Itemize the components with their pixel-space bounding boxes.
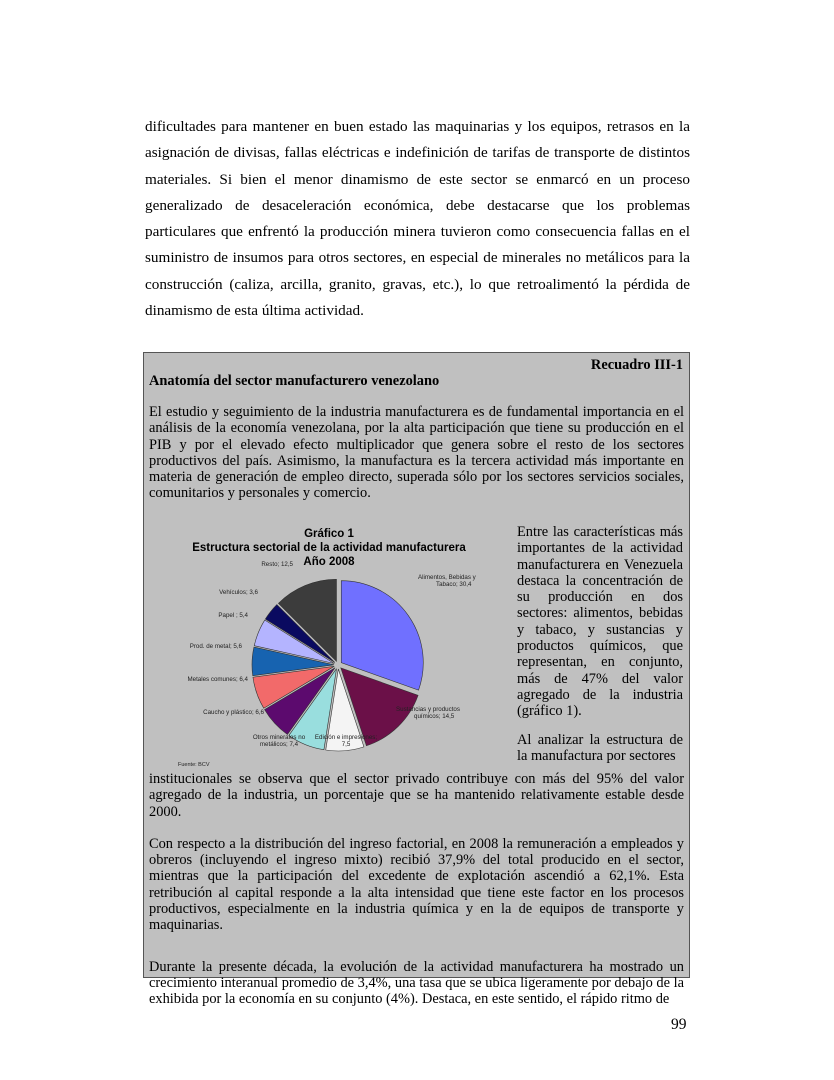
box-paragraph-2-cont: institucionales se observa que el sector privado contribuye con más del 95% del valor agregado de la industria, un porcentaje que se ha mantenido relativamente estable desde 2000.: [149, 771, 684, 820]
pie-slice-label: Papel ; 5,4: [218, 612, 248, 619]
pie-slice-label: Otros minerales no metálicos; 7,4: [252, 734, 306, 748]
box-title: Anatomía del sector manufacturero venezolano: [149, 373, 440, 389]
pie-slice-label: Sustancias y productos químicos; 14,5: [396, 706, 460, 720]
pie-slice-label: Alimentos, Bebidas y Tabaco; 30,4: [418, 574, 476, 588]
pie-chart-panel: [168, 521, 508, 771]
recuadro-box: [143, 352, 690, 1008]
chart-subtitle: Estructura sectorial de la actividad manufacturera: [192, 542, 466, 554]
pie-slice-label: Vehículos; 3,6: [219, 589, 258, 596]
side-paragraph-2-start: Al analizar la estructura de la manufactura por sectores: [517, 731, 683, 764]
body-paragraph: dificultades para mantener en buen estado las maquinarias y los equipos, retrasos en la asignación de divisas, fallas eléctricas e indefinición de tarifas de transporte de distintos materiales. Si bien el menor dinamismo de este sector se enmarcó en un proceso generalizado de desaceleración económica, debe destacarse que los problemas particulares que enfrentó la producción minera tuvieron como consecuencia fallas en el suministro de insumos para otros sectores, en especial de minerales no metálicos para la construcción (caliza, arcilla, granito, gravas, etc.), lo que retroalimentó la pérdida de dinamismo de esta última actividad.: [145, 118, 690, 320]
chart-year: Año 2008: [303, 556, 355, 568]
chart-source: Fuente: BCV: [178, 762, 210, 768]
pie-slices: [252, 579, 423, 751]
pie-chart: [168, 521, 508, 771]
chart-title: Gráfico 1: [304, 528, 354, 540]
pie-slice-label: Metales comunes; 6,4: [187, 676, 248, 683]
side-column: [517, 524, 683, 764]
pie-slice-label: Prod. de metal; 5,6: [189, 643, 242, 650]
box-paragraph-3: Con respecto a la distribución del ingreso factorial, en 2008 la remuneración a empleados y obreros (incluyendo el ingreso mixto) recibió 37,9% del total producido en el sector, mientras que la participación del excedente de explotación ascendió a 62,1%. Esta retribución al capital responde a la alta intensidad que tiene este factor en los procesos productivos, especialmente en la industria química y en la de equipos de transporte y maquinarias.: [149, 835, 684, 934]
box-tag: Recuadro III-1: [590, 357, 683, 373]
page-number: 99: [671, 1016, 687, 1033]
pie-slice-label: Resto; 12,5: [261, 561, 293, 568]
pie-slice-label: Caucho y plástico; 6,6: [203, 709, 264, 716]
box-paragraph-1: El estudio y seguimiento de la industria manufacturera es de fundamental importancia en el análisis de la economía venezolana, por la alta participación que tiene su producción en el PIB y por el elevado efecto multiplicador que genera sobre el resto de los sectores productivos del país. Asimismo, la manufactura es la tercera actividad más importante en materia de generación de empleo directo, superada sólo por los sectores servicios sociales, comunitarios y personales y comercio.: [149, 404, 684, 502]
box-paragraph-4: Durante la presente década, la evolución de la actividad manufacturera ha mostrado un crecimiento interanual promedio de 3,4%, una tasa que se ubica ligeramente por debajo de la exhibida por la economía en su conjunto (4%). Destaca, en este sentido, el rápido ritmo de: [149, 958, 684, 1008]
side-paragraph: Entre las características más importantes de la actividad manufacturera en Venezuela destaca la concentración de su producción en dos sectores: alimentos, bebidas y tabaco, y sustancias y productos químicos, que representan, en conjunto, más de 47% del valor agregado de la industria (gráfico 1).: [517, 524, 683, 720]
pie-slice-label: Edición e impresiones; 7,5: [314, 734, 378, 748]
